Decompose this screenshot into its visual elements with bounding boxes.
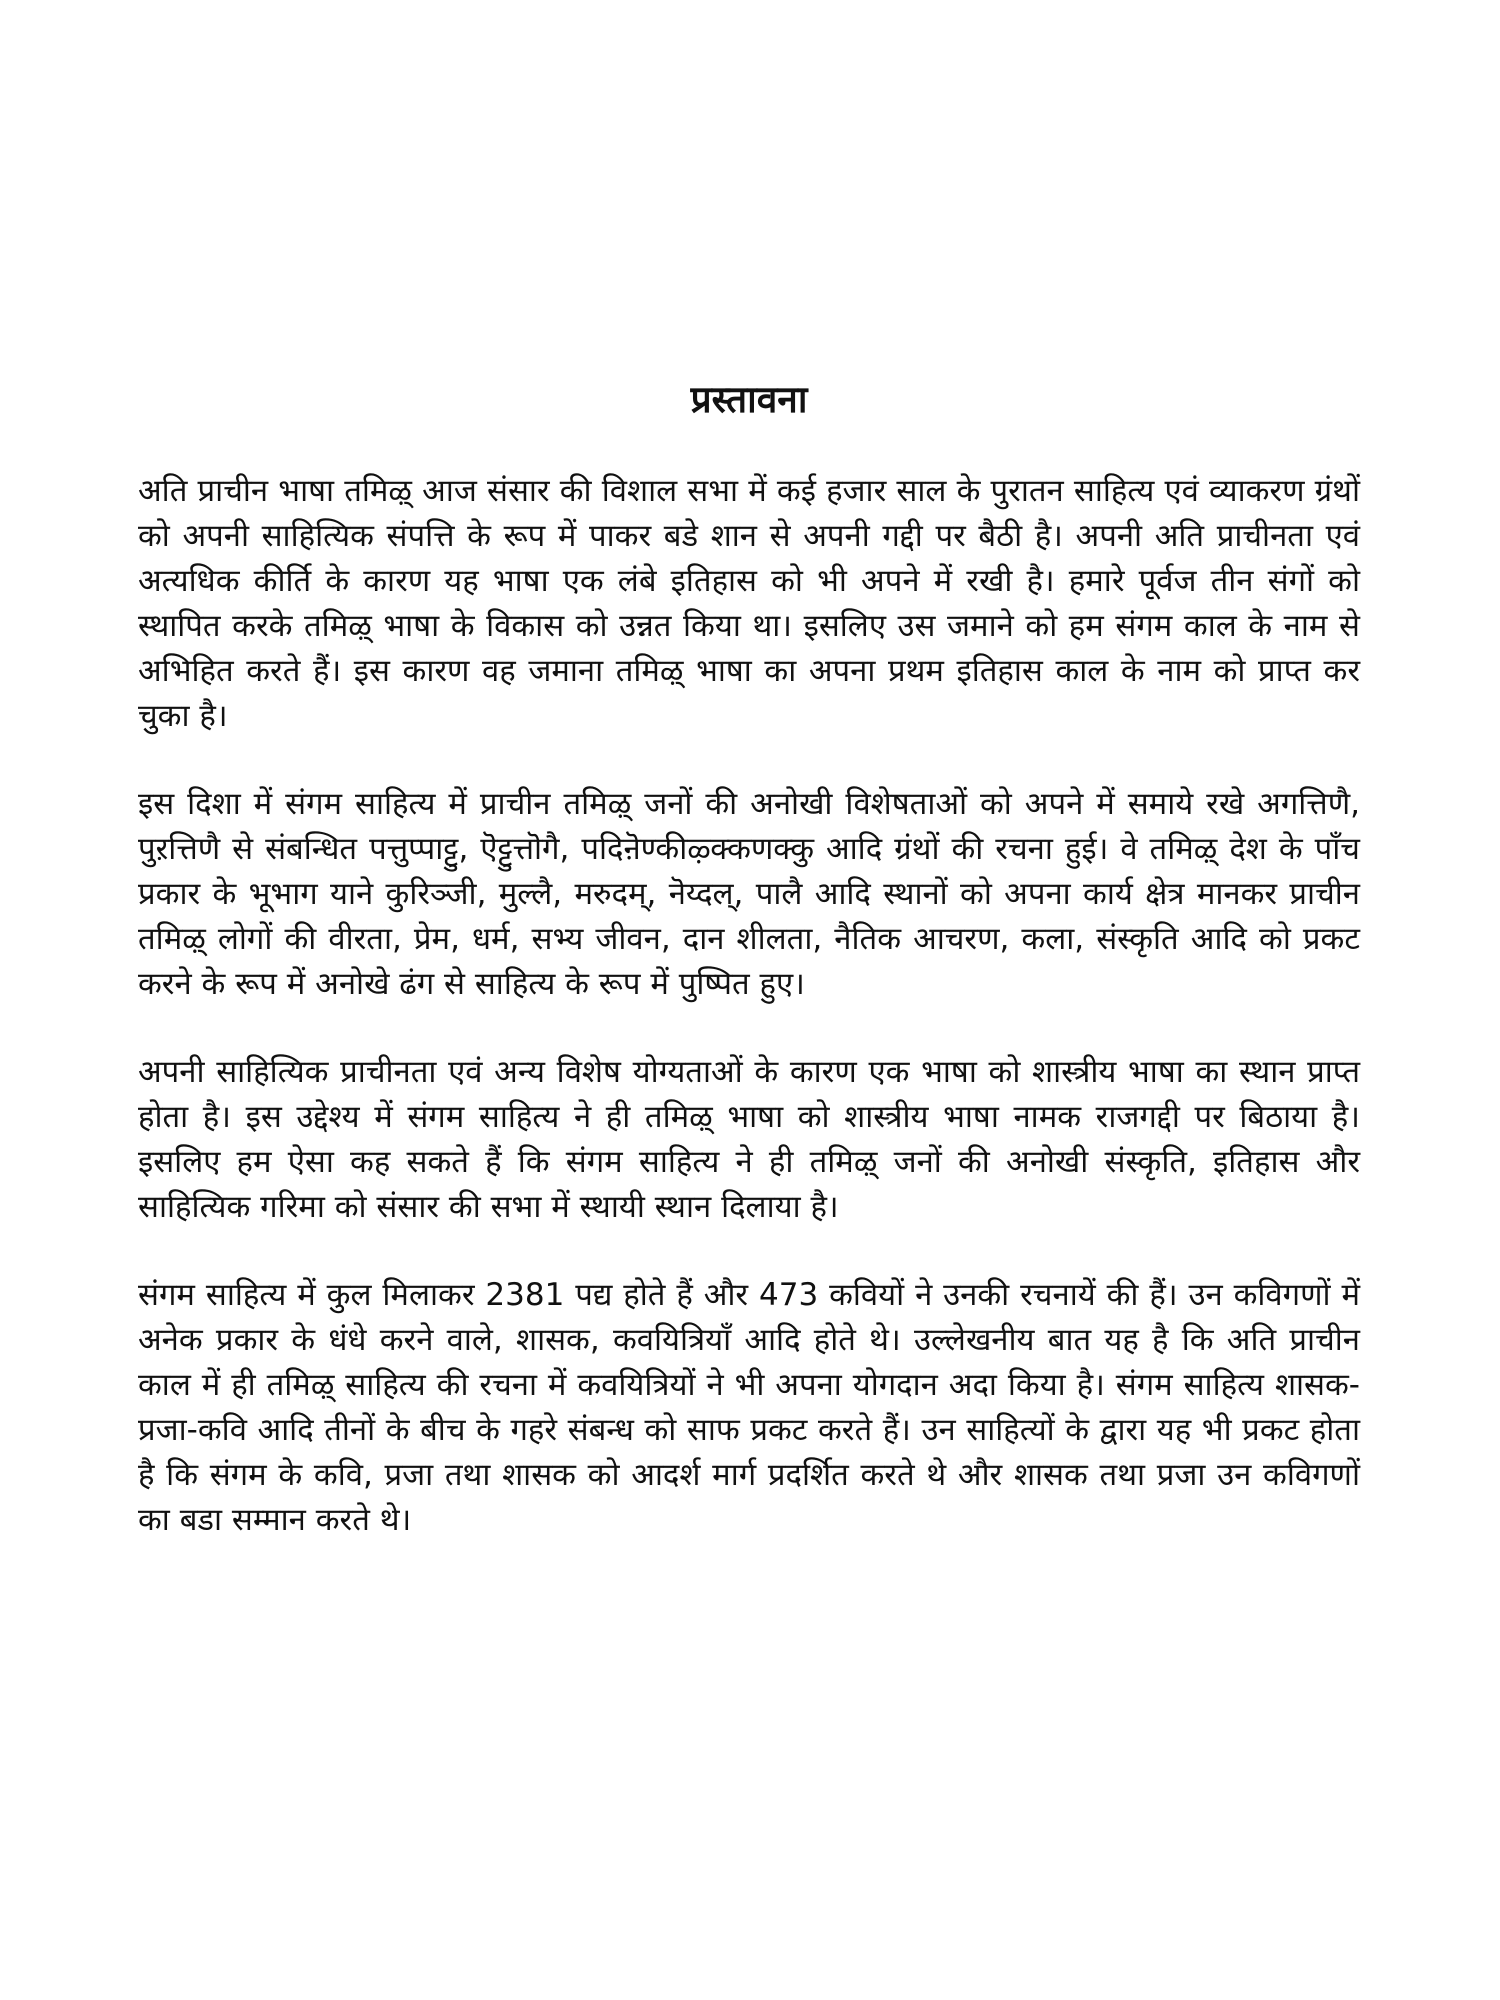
paragraph-3: अपनी साहित्यिक प्राचीनता एवं अन्य विशेष योग्यताओं के कारण एक भाषा को शास्त्रीय भाषा का स्थान प्राप्त होता है। इस उद्देश्य में संगम साहित्य ने ही तमिऴ् भाषा को शास्त्रीय भाषा नामक राजगद्दी पर बिठाया है। इसलिए हम ऐसा कह सकते हैं कि संगम साहित्य ने ही तमिऴ् जनों की अनोखी संस्कृति, इतिहास और साहित्यिक गरिमा को संसार की सभा में स्थायी स्थान दिलाया है।	[138, 1054, 1360, 1225]
paragraph-4: संगम साहित्य में कुल मिलाकर 2381 पद्य होते हैं और 473 कवियों ने उनकी रचनायें की हैं। उन कविगणों में अनेक प्रकार के धंधे करने वाले, शासक, कवयित्रियाँ आदि होते थे। उल्लेखनीय बात यह है कि अति प्राचीन काल में ही तमिऴ् साहित्य की रचना में कवयित्रियों ने भी अपना योगदान अदा किया है। संगम साहित्य शासक-प्रजा-कवि आदि तीनों के बीच के गहरे संबन्ध को साफ प्रकट करते हैं। उन साहित्यों के द्वारा यह भी प्रकट होता है कि संगम के कवि, प्रजा तथा शासक को आदर्श मार्ग प्रदर्शित करते थे और शासक तथा प्रजा उन कविगणों का बडा सम्मान करते थे।	[138, 1277, 1360, 1538]
paragraph-1: अति प्राचीन भाषा तमिऴ् आज संसार की विशाल सभा में कई हजार साल के पुरातन साहित्य एवं व्याकरण ग्रंथों को अपनी साहित्यिक संपत्ति के रूप में पाकर बडे शान से अपनी गद्दी पर बैठी है। अपनी अति प्राचीनता एवं अत्यधिक कीर्ति के कारण यह भाषा एक लंबे इतिहास को भी अपने में रखी है। हमारे पूर्वज तीन संगों को स्थापित करके तमिऴ् भाषा के विकास को उन्नत किया था। इसलिए उस जमाने को हम संगम काल के नाम से अभिहित करते हैं। इस कारण वह जमाना तमिऴ् भाषा का अपना प्रथम इतिहास काल के नाम को प्राप्त कर चुका है।	[138, 473, 1361, 734]
paragraph-2: इस दिशा में संगम साहित्य में प्राचीन तमिऴ् जनों की अनोखी विशेषताओं को अपने में समाये रखे अगत्तिणै, पुऱत्तिणै से संबन्धित पत्तुप्पाट्टु, ऎट्टुत्तॊगै, पदिऩॆण्कीऴ्क्कणक्कु आदि ग्रंथों की रचना हुई। वे तमिऴ् देश के पाँच प्रकार के भूभाग याने कुरिञ्जी, मुल्लै, मरुदम्, नॆय्दल्, पालै आदि स्थानों को अपना कार्य क्षेत्र मानकर प्राचीन तमिऴ् लोगों की वीरता, प्रेम, धर्म, सभ्य जीवन, दान शीलता, नैतिक आचरण, कला, संस्कृति आदि को प्रकट करने के रूप में अनोखे ढंग से साहित्य के रूप में पुष्पित हुए।	[138, 786, 1360, 1002]
page-title: प्रस्तावना	[690, 378, 808, 421]
document-page	[138, 375, 1360, 1543]
